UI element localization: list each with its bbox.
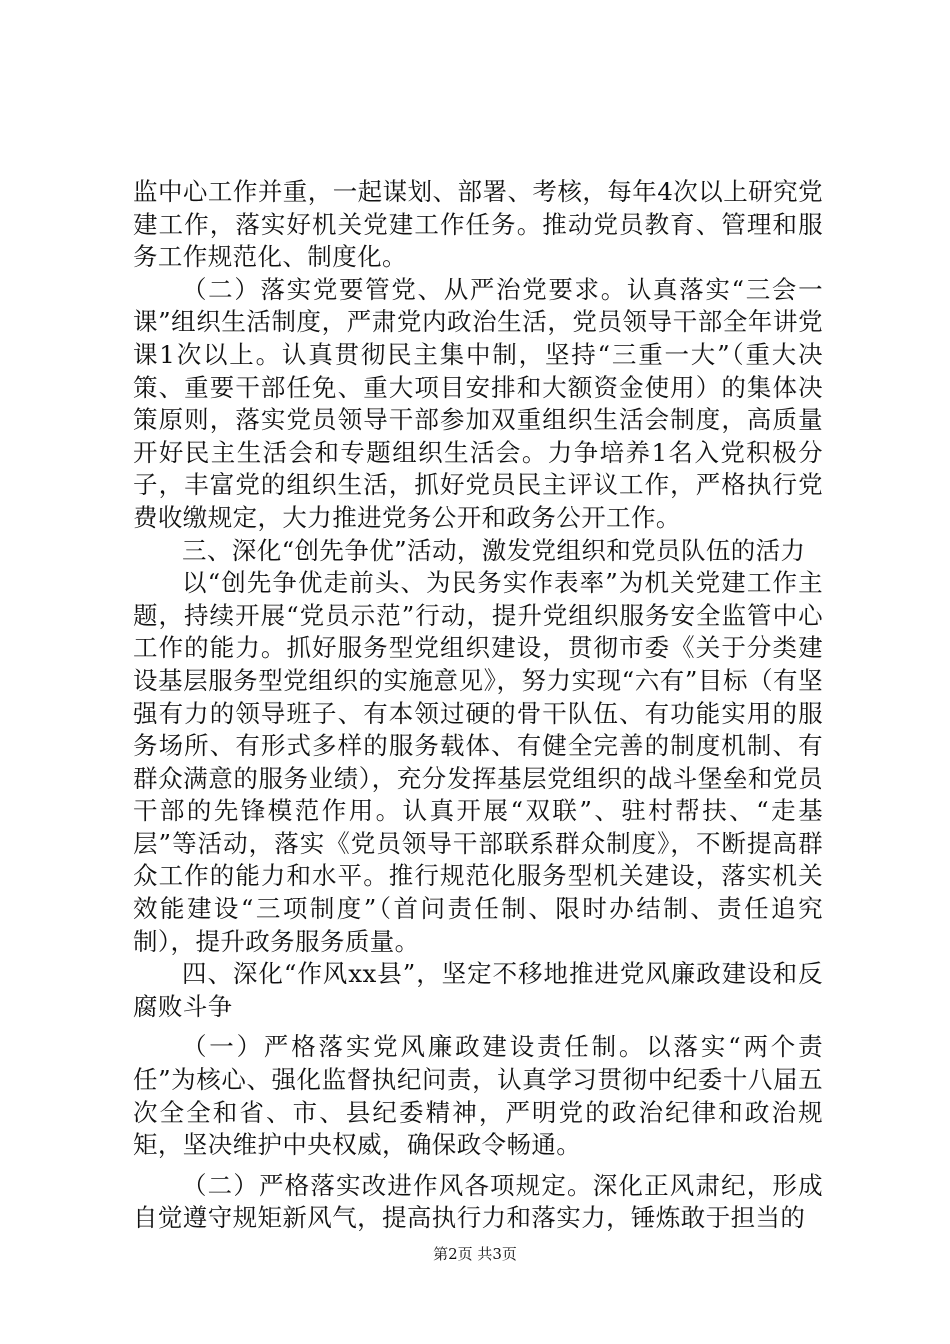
heading-section-3: 三、深化“创先争优”活动，激发党组织和党员队伍的活力 <box>182 535 806 565</box>
heading-section-4: 四、深化“作风xx县”，坚定不移地推进党风廉政建设和反腐败斗争 <box>133 959 823 1021</box>
document-body <box>133 176 823 1235</box>
paragraph-section-3-body: 以“创先争优走前头、为民务实作表率”为机关党建工作主题，持续开展“党员示范”行动，提升党组织服务安全监管中心工作的能力。抓好服务型党组织建设，贯彻市委《关于分类建设基层服务型党组织的实施意见》，努力实现“六有”目标（有坚强有力的领导班子、有本领过硬的骨干队伍、有功能实用的服务场所、有形式多样的服务载体、有健全完善的制度机制、有群众满意的服务业绩），充分发挥基层党组织的战斗堡垒和党员干部的先锋模范作用。认真开展“双联”、驻村帮扶、“走基层”等活动，落实《党员领导干部联系群众制度》，不断提高群众工作的能力和水平。推行规范化服务型机关建设，落实机关效能建设“三项制度”（首问责任制、限时办结制、责任追究制），提升政务服务质量。 <box>133 568 823 956</box>
paragraph-section-4-1: （一）严格落实党风廉政建设责任制。以落实“两个责任”为核心、强化监督执纪问责，认真学习贯彻中纪委十八届五次全全和省、市、县纪委精神，严明党的政治纪律和政治规矩，坚决维护中央权威，确保政令畅通。 <box>133 1032 823 1160</box>
paragraph-continuation: 监中心工作并重，一起谋划、部署、考核，每年4次以上研究党建工作，落实好机关党建工作任务。推动党员教育、管理和服务工作规范化、制度化。 <box>133 177 823 272</box>
paragraph-section-2-2: （二）落实党要管党、从严治党要求。认真落实“三会一课”组织生活制度，严肃党内政治生活，党员领导干部全年讲党课1次以上。认真贯彻民主集中制，坚持“三重一大”（重大决策、重要干部任免、重大项目安排和大额资金使用）的集体决策原则，落实党员领导干部参加双重组织生活会制度，高质量开好民主生活会和专题组织生活会。力争培养1名入党积极分子，丰富党的组织生活，抓好党员民主评议工作，严格执行党费收缴规定，大力推进党务公开和政务公开工作。 <box>133 274 823 532</box>
page-footer: 第2页 共3页 <box>433 1245 517 1263</box>
paragraph-section-4-2: （二）严格落实改进作风各项规定。深化正风肃纪，形成自觉遵守规矩新风气，提高执行力和落实力，锤炼敢于担当的 <box>133 1170 823 1233</box>
